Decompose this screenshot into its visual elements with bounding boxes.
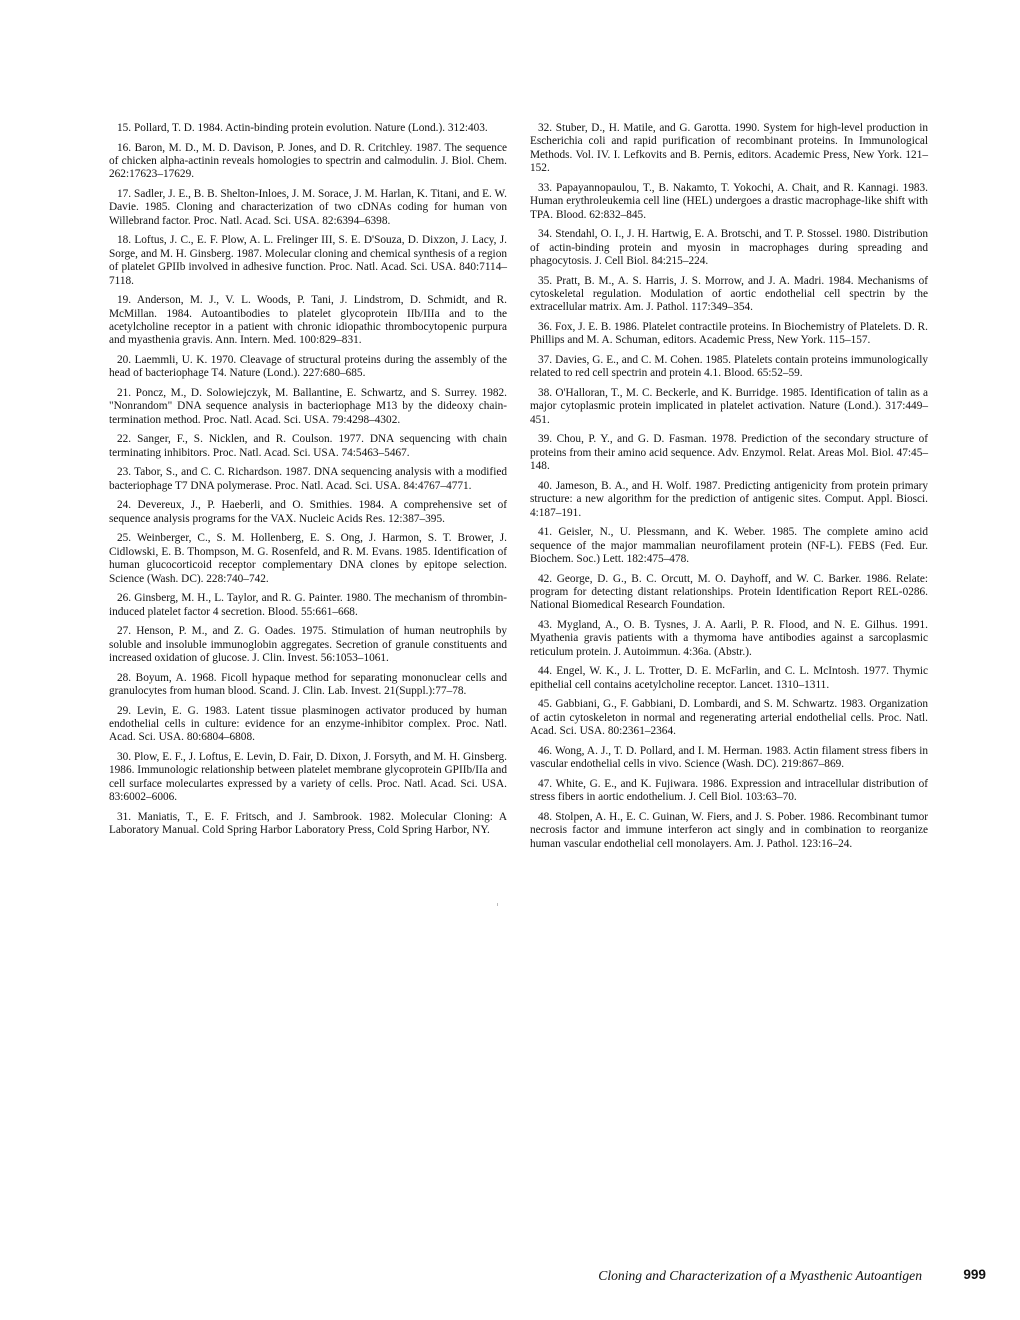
reference-31: 31. Maniatis, T., E. F. Fritsch, and J. Sambrook. 1982. Molecular Cloning: A Laboratory Manual. Cold Spring Harbor Laboratory Press, Cold Spring Harbor, NY. xyxy=(109,810,507,837)
reference-18: 18. Loftus, J. C., E. F. Plow, A. L. Frelinger III, S. E. D'Souza, D. Dixzon, J. Lacy, J. Sorge, and M. H. Ginsberg. 1987. Molecular cloning and chemical synthesis of a region of platelet GPIIb involved in adhesive function. Proc. Natl. Acad. Sci. USA. 840:7114–7118. xyxy=(109,234,507,287)
reference-27: 27. Henson, P. M., and Z. G. Oades. 1975. Stimulation of human neutrophils by soluble and insoluble immunoglobin aggregates. Secretion of granule constituents and increased oxidation of glucose. J. Clin. Invest. 56:1053–1061. xyxy=(109,625,507,665)
reference-48: 48. Stolpen, A. H., E. C. Guinan, W. Fiers, and J. S. Pober. 1986. Recombinant tumor necrosis factor and immune interferon act singly and in combination to reorganize human vascular endothelial cell monolayers. Am. J. Pathol. 123:16–24. xyxy=(530,810,928,850)
reference-46: 46. Wong, A. J., T. D. Pollard, and I. M. Herman. 1983. Actin filament stress fibers in vascular endothelial cells in vivo. Science (Wash. DC). 219:867–869. xyxy=(530,744,928,771)
reference-33: 33. Papayannopaulou, T., B. Nakamto, T. Yokochi, A. Chait, and R. Kannagi. 1983. Human erythroleukemia cell line (HEL) undergoes a drastic macrophage-like shift with TPA. Blood. 62:832–845. xyxy=(530,181,928,221)
reference-17: 17. Sadler, J. E., B. B. Shelton-Inloes, J. M. Sorace, J. M. Harlan, K. Titani, and E. W. Davie. 1985. Cloning and characterization of two cDNAs coding for human von Willebrand factor. Proc. Natl. Acad. Sci. USA. 82:6394–6398. xyxy=(109,188,507,227)
reference-38: 38. O'Halloran, T., M. C. Beckerle, and K. Burridge. 1985. Identification of talin as a major cytoplasmic protein implicated in platelet activation. Nature (Lond.). 317:449–451. xyxy=(530,387,928,426)
reference-32: 32. Stuber, D., H. Matile, and G. Garotta. 1990. System for high-level production in Escherichia coli and rapid purification of recombinant proteins. In Immunological Methods. Vol. IV. I. Lefkovits and B. Pernis, editors. Academic Press, New York. 121–152. xyxy=(530,122,928,175)
reference-43: 43. Mygland, A., O. B. Tysnes, J. A. Aarli, P. R. Flood, and N. E. Gilhus. 1991. Myathenia gravis patients with a thymoma have antibodies against a sarcoplasmic reticulum protein. J. Autoimmun. 4:36a. (Abstr.). xyxy=(530,619,928,658)
reference-47: 47. White, G. E., and K. Fujiwara. 1986. Expression and intracellular distribution of stress fibers in aortic endothelium. J. Cell Biol. 103:63–70. xyxy=(530,777,928,804)
reference-37: 37. Davies, G. E., and C. M. Cohen. 1985. Platelets contain proteins immunologically related to red cell spectrin and protein 4.1. Blood. 65:52–59. xyxy=(530,354,928,380)
page-number: 999 xyxy=(963,1267,986,1282)
reference-45: 45. Gabbiani, G., F. Gabbiani, D. Lombardi, and S. M. Schwartz. 1983. Organization of actin cytoskeleton in normal and regenerating arterial endothelial cells. Proc. Natl. Acad. Sci. USA. 80:2361–2364. xyxy=(530,698,928,738)
reference-19: 19. Anderson, M. J., V. L. Woods, P. Tani, J. Lindstrom, D. Schmidt, and R. McMillan. 1984. Autoantibodies to platelet glycoprotein IIb/IIIa and to the acetylcholine receptor in a patient with chronic idiopathic thrombocytopenic purpura and myasthenia gravis. Ann. Intern. Med. 100:829–831. xyxy=(109,294,507,347)
running-title: Cloning and Characterization of a Myasthenic Autoantigen xyxy=(598,1268,922,1283)
reference-36: 36. Fox, J. E. B. 1986. Platelet contractile proteins. In Biochemistry of Platelets. D. R. Phillips and M. A. Schuman, editors. Academic Press, New York. 115–157. xyxy=(530,321,928,347)
reference-26: 26. Ginsberg, M. H., L. Taylor, and R. G. Painter. 1980. The mechanism of thrombin-induced platelet factor 4 secretion. Blood. 55:661–668. xyxy=(109,592,507,618)
reference-34: 34. Stendahl, O. I., J. H. Hartwig, E. A. Brotschi, and T. P. Stossel. 1980. Distribution of actin-binding protein and myosin in macrophages during spreading and phagocytosis. J. Cell Biol. 84:215–224. xyxy=(530,228,928,268)
reference-35: 35. Pratt, B. M., A. S. Harris, J. S. Morrow, and J. A. Madri. 1984. Mechanisms of cytoskeletal regulation. Modulation of aortic endothelial cell spectrin by the extracellular matrix. Am. J. Pathol. 117:349–354. xyxy=(530,274,928,314)
reference-30: 30. Plow, E. F., J. Loftus, E. Levin, D. Fair, D. Dixon, J. Forsyth, and M. H. Ginsberg. 1986. Immunologic relationship between platelet membrane glycoprotein GPIIb/IIa and cell surface moleculartes expressed by a variety of cells. Proc. Natl. Acad. Sci. USA. 83:6002–6006. xyxy=(109,751,507,804)
page-footer xyxy=(0,1268,1020,1288)
reference-15: 15. Pollard, T. D. 1984. Actin-binding protein evolution. Nature (Lond.). 312:403. xyxy=(117,122,488,134)
reference-44: 44. Engel, W. K., J. L. Trotter, D. E. McFarlin, and C. L. McIntosh. 1977. Thymic epithelial cell contains acetylcholine receptor. Lancet. 1310–1311. xyxy=(530,665,928,691)
reference-21: 21. Poncz, M., D. Solowiejczyk, M. Ballantine, E. Schwartz, and S. Surrey. 1982. "Nonrandom" DNA sequence analysis in bacteriophage M13 by the dideoxy chain-termination method. Proc. Natl. Acad. Sci. USA. 79:4298–4302. xyxy=(109,387,507,426)
references-column-right xyxy=(530,122,928,857)
scan-mark xyxy=(497,903,498,906)
reference-40: 40. Jameson, B. A., and H. Wolf. 1987. Predicting antigenicity from protein primary structure: a new algorithm for the prediction of antigenic sites. Comput. Appl. Biosci. 4:187–191. xyxy=(530,479,928,519)
references-column-left xyxy=(109,122,507,844)
reference-20: 20. Laemmli, U. K. 1970. Cleavage of structural proteins during the assembly of the head of bacteriophage T4. Nature (Lond.). 227:680–685. xyxy=(109,354,507,380)
reference-28: 28. Boyum, A. 1968. Ficoll hypaque method for separating mononuclear cells and granulocytes from human blood. Scand. J. Clin. Lab. Invest. 21(Suppl.):77–78. xyxy=(109,671,507,698)
reference-16: 16. Baron, M. D., M. D. Davison, P. Jones, and D. R. Critchley. 1987. The sequence of chicken alpha-actinin reveals homologies to spectrin and calmodulin. J. Biol. Chem. 262:17623–17629. xyxy=(109,141,507,181)
reference-42: 42. George, D. G., B. C. Orcutt, M. O. Dayhoff, and W. C. Barker. 1986. Relate: program for detecting distant relationships. Protein Identification Report REL-0286. National Biomedical Research Foundation. xyxy=(530,572,928,612)
reference-24: 24. Devereux, J., P. Haeberli, and O. Smithies. 1984. A comprehensive set of sequence analysis programs for the VAX. Nucleic Acids Res. 12:387–395. xyxy=(109,499,507,525)
reference-41: 41. Geisler, N., U. Plessmann, and K. Weber. 1985. The complete amino acid sequence of the major mammalian neurofilament protein (NF-L). FEBS (Fed. Eur. Biochem. Soc.) Lett. 182:475–478. xyxy=(530,526,928,566)
reference-22: 22. Sanger, F., S. Nicklen, and R. Coulson. 1977. DNA sequencing with chain terminating inhibitors. Proc. Natl. Acad. Sci. USA. 74:5463–5467. xyxy=(109,433,507,459)
reference-25: 25. Weinberger, C., S. M. Hollenberg, E. S. Ong, J. Harmon, S. T. Brower, J. Cidlowski, E. B. Thompson, M. G. Rosenfeld, and R. M. Evans. 1985. Identification of human glucocorticoid receptor complementary DNA clones by epitope selection. Science (Wash. DC). 228:740–742. xyxy=(109,532,507,585)
reference-23: 23. Tabor, S., and C. C. Richardson. 1987. DNA sequencing analysis with a modified bacteriophage T7 DNA polymerase. Proc. Natl. Acad. Sci. USA. 84:4767–4771. xyxy=(109,466,507,492)
reference-39: 39. Chou, P. Y., and G. D. Fasman. 1978. Prediction of the secondary structure of proteins from their amino acid sequence. Adv. Enzymol. Relat. Areas Mol. Biol. 47:45–148. xyxy=(530,433,928,473)
reference-29: 29. Levin, E. G. 1983. Latent tissue plasminogen activator produced by human endothelial cells in culture: evidence for an enzyme-inhibitor complex. Proc. Natl. Acad. Sci. USA. 80:6804–6808. xyxy=(109,704,507,744)
